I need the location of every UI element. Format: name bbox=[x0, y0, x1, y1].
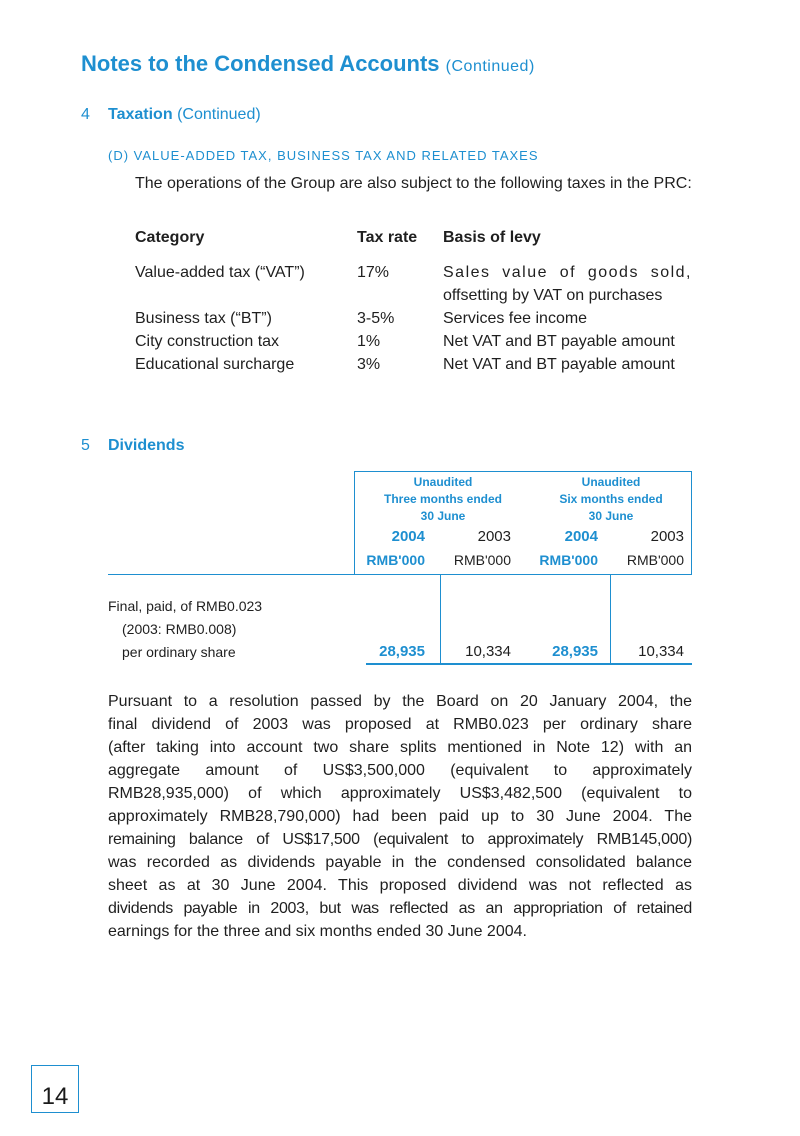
table-total-rule bbox=[366, 663, 692, 665]
value-2003-q: 10,334 bbox=[465, 643, 511, 660]
tax-rate: 3-5% bbox=[357, 310, 395, 327]
tax-basis bbox=[443, 264, 692, 282]
tax-category: Value-added tax (“VAT”) bbox=[135, 264, 305, 281]
section-5-heading bbox=[81, 437, 381, 457]
tax-rate: 1% bbox=[357, 333, 381, 350]
page-title-text: Notes to the Condensed Accounts bbox=[81, 51, 440, 76]
tax-rate: 3% bbox=[357, 356, 381, 373]
year-2004-h: 2004 bbox=[564, 528, 598, 545]
group-header-line: 30 June bbox=[588, 509, 634, 523]
group-header-line: Unaudited bbox=[413, 475, 473, 489]
paragraph-line: sheet as at 30 June 2004. This proposed dividend was not reflected as bbox=[108, 877, 692, 894]
value-2003-h: 10,334 bbox=[638, 643, 684, 660]
paragraph-line: Pursuant to a resolution passed by the Board on 20 January 2004, the bbox=[108, 693, 692, 710]
section-4-subheading: (D) VALUE-ADDED TAX, BUSINESS TAX AND RELATED TAXES bbox=[108, 148, 539, 163]
row-label-line2: (2003: RMB0.008) bbox=[122, 621, 237, 637]
tax-basis: Net VAT and BT payable amount bbox=[443, 356, 675, 373]
row-label-line1: Final, paid, of RMB0.023 bbox=[108, 598, 263, 614]
section-4-title bbox=[108, 106, 261, 124]
header-tax-rate: Tax rate bbox=[357, 229, 418, 246]
paragraph-line: earnings for the three and six months ended 30 June 2004. bbox=[108, 923, 527, 940]
paragraph-line: aggregate amount of US$3,500,000 (equivalent to approximately bbox=[108, 762, 692, 779]
paragraph-line: dividends payable in 2003, but was reflected as an appropriation of retained bbox=[108, 900, 692, 917]
paragraph-line: approximately RMB28,790,000) had been paid up to 30 June 2004. The bbox=[108, 808, 692, 825]
group-header-line: 30 June bbox=[420, 509, 466, 523]
dividend-paragraph bbox=[108, 690, 692, 943]
tax-basis-line1: Sales value of goods sold, bbox=[443, 264, 692, 281]
group-header-line: Three months ended bbox=[383, 492, 502, 506]
group-header-three-months bbox=[355, 474, 531, 525]
section-4-intro: The operations of the Group are also subject to the following taxes in the PRC: bbox=[135, 175, 692, 192]
unit-2003-h: RMB'000 bbox=[626, 552, 684, 568]
section-5-title: Dividends bbox=[108, 437, 185, 454]
section-4-heading bbox=[81, 106, 481, 126]
paragraph-line: final dividend of 2003 was proposed at RMB0.023 per ordinary share bbox=[108, 716, 692, 733]
section-4-number: 4 bbox=[81, 106, 90, 123]
tax-rate: 17% bbox=[357, 264, 390, 281]
paragraph-line: RMB28,935,000) of which approximately US$3,482,500 (equivalent to bbox=[108, 785, 692, 802]
section-5-number: 5 bbox=[81, 437, 90, 454]
row-label-line3: per ordinary share bbox=[122, 644, 236, 660]
unit-2004-q: RMB'000 bbox=[366, 552, 425, 568]
group-header-line: Unaudited bbox=[581, 475, 641, 489]
paragraph-line: (after taking into account two share splits mentioned in Note 12) with an bbox=[108, 739, 692, 756]
table-top-border bbox=[354, 471, 692, 472]
section-4-continued: (Continued) bbox=[177, 106, 261, 123]
table-header-rule bbox=[108, 574, 692, 575]
page-title-continued: (Continued) bbox=[445, 58, 535, 75]
year-2003-h: 2003 bbox=[650, 528, 684, 545]
value-2004-q: 28,935 bbox=[379, 643, 425, 660]
tax-category: Educational surcharge bbox=[135, 356, 295, 373]
tax-category: City construction tax bbox=[135, 333, 280, 350]
paragraph-line: remaining balance of US$17,500 (equivalent to approximately RMB145,000) bbox=[108, 831, 692, 848]
tax-basis: Net VAT and BT payable amount bbox=[443, 333, 675, 350]
unit-2003-q: RMB'000 bbox=[453, 552, 511, 568]
section-4-title-text: Taxation bbox=[108, 106, 173, 123]
group-header-six-months bbox=[523, 474, 699, 525]
header-basis: Basis of levy bbox=[443, 229, 541, 246]
tax-basis: Services fee income bbox=[443, 310, 588, 327]
header-category: Category bbox=[135, 229, 205, 246]
year-2004-q: 2004 bbox=[391, 528, 425, 545]
paragraph-line: was recorded as dividends payable in the condensed consolidated balance bbox=[108, 854, 692, 871]
page-title bbox=[81, 51, 535, 77]
tax-category: Business tax (“BT”) bbox=[135, 310, 272, 327]
tax-basis-line2: offsetting by VAT on purchases bbox=[443, 287, 663, 304]
group-header-line: Six months ended bbox=[559, 492, 663, 506]
unit-2004-h: RMB'000 bbox=[539, 552, 598, 568]
page-number: 14 bbox=[41, 1083, 69, 1110]
value-2004-h: 28,935 bbox=[552, 643, 598, 660]
year-2003-q: 2003 bbox=[477, 528, 511, 545]
